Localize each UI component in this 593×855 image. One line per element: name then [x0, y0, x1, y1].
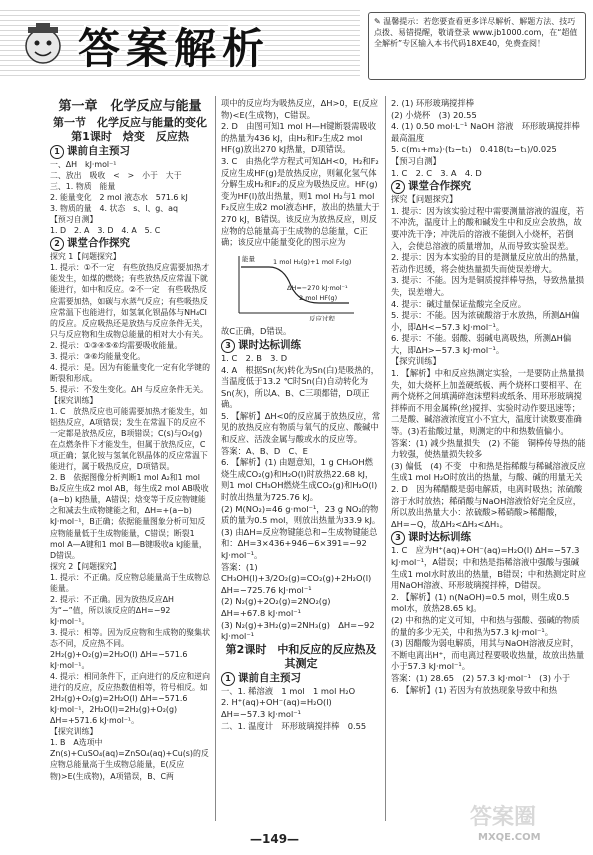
- answer-paragraph: 1. 【解析】中和反应热测定实验，一是要防止热量损失，如大烧杯上加盖硬纸板、两个烧杯口要相平、在两个烧杯之间填满碎泡沫塑料或纸条、用环形玻璃搅拌棒而不用金属棒(丝)搅拌、实验时动作要迅速等；二是酸、碱溶液浓度宜小不宜大，温度计读数要准确等。(3)若盐酸过量，则测定的中和热数值偏小。: [391, 368, 585, 437]
- answer-paragraph: 探究【问题探究】: [391, 194, 458, 205]
- diagram-label: 能量: [242, 254, 255, 263]
- answer-paragraph: 5. 【解析】ΔH<0的反应属于放热反应，常见的放热反应有物质与氧气的反应、酸碱中和反应、活泼金属与酸或水的反应等。: [221, 410, 381, 445]
- subsection-heading: [50, 144, 210, 159]
- answer-paragraph: 1. C 2. C 3. A 4. D: [391, 167, 482, 178]
- mascot-icon: [18, 22, 68, 72]
- answer-paragraph: 【预习自测】: [391, 155, 441, 166]
- answer-paragraph: 1. 提示：不正确。反应物总能量高于生成物总能量。: [50, 572, 210, 593]
- answer-paragraph: 3. 提示：③⑥均能量变化。: [50, 351, 146, 361]
- answer-paragraph: 一、1. 稀溶液 1 mol 1 mol H₂O: [221, 685, 356, 696]
- watermark-url: MXQE.COM: [478, 832, 541, 843]
- answer-paragraph: 5. 提示：不发生变化。ΔH 与反应条件无关。: [50, 384, 209, 394]
- answer-paragraph: (2) 中和热的定义可知，中和热与强酸、强碱的物质的量的多少无关，中和热为57.3 kJ·mol⁻¹。: [391, 614, 580, 637]
- subsection-label: 课堂合作探究: [408, 180, 471, 193]
- answer-paragraph: 一、ΔH kJ·mol⁻¹: [50, 160, 117, 169]
- subsection-label: 课前自主预习: [238, 671, 301, 684]
- answer-paragraph: 【探究训练】: [50, 727, 98, 737]
- answer-paragraph: 故C正确，D错误。: [221, 326, 292, 337]
- subsection-heading: [50, 236, 210, 251]
- answer-paragraph: 3. C 由热化学方程式可知ΔH<0，H₂和F₂反应生成HF(g)是放热反应，则氟化氢气体分解生成H₂和F₂的反应为吸热反应。HF(g)变为HF(l)放出热量，则1 mol H₂与1 mol F₂反应生成2 mol液态HF，放出的热量大于270 kJ，B错误。该反应为放热反应，则反应物的总能量高于生成物的总能量，C正确；该反应中能量变化的图示应为: [221, 155, 380, 248]
- answer-paragraph: (2) N₂(g)+2O₂(g)=2NO₂(g) ΔH=+67.8 kJ·mol⁻¹: [221, 596, 339, 618]
- answer-paragraph: 6. 【解析】(1) 由题意知，1 g CH₃OH燃烧生成CO₂(g)和H₂O(l)时放热22.68 kJ，则1 mol CH₃OH燃烧生成CO₂(g)和H₂O(l)时放出热量为725.76 kJ。: [221, 457, 378, 503]
- answer-paragraph: 答案：A、B、D C、E: [221, 445, 308, 456]
- answer-paragraph: 5. 提示：不能。因为浓硫酸溶于水放热，所测ΔH偏小，即ΔH<−57.3 kJ·mol⁻¹。: [391, 310, 580, 332]
- answer-paragraph: 2. 提示：不正确。因为放热反应ΔH为“−”值，所以该反应的ΔH=−92 kJ·mol⁻¹。: [50, 594, 174, 626]
- answer-paragraph: 项中的反应均为吸热反应，ΔH>0，E(反应物)<E(生成物)，C错误。: [221, 98, 379, 120]
- step-number-icon: 2: [391, 180, 405, 194]
- answer-column-1: [50, 98, 210, 782]
- answer-paragraph: 4. 提示：碱过量保证盐酸完全反应。: [391, 298, 527, 309]
- header-banner: [0, 0, 593, 86]
- answer-paragraph: 6. 【解析】(1) 若因为有放热现象导致中和热: [391, 684, 557, 695]
- answer-paragraph: 1. C 2. B 3. D: [221, 352, 288, 363]
- answer-paragraph: 2. 能量变化 2 mol 液态水 571.6 kJ: [50, 193, 188, 203]
- answer-paragraph: 4. 提示：是。因为有能量变化一定有化学键的断裂和形成。: [50, 362, 210, 383]
- page-number: —149—: [250, 832, 300, 846]
- answer-paragraph: (3) 因醋酸为弱电解质，用其与NaOH溶液反应时，不断电离出H⁺，而电离过程要吸收热量，故放出热量小于57.3 kJ·mol⁻¹。: [391, 638, 585, 672]
- column-divider: [385, 96, 386, 821]
- answer-paragraph: 3. 物质的量 4. 状态 s、l、g、aq: [50, 204, 179, 214]
- diagram-label: 反应过程: [309, 314, 335, 321]
- section-title: 第一节 化学反应与能量的变化: [53, 116, 207, 129]
- step-number-icon: 1: [221, 672, 235, 686]
- answer-paragraph: 2. B 依据图像分析判断1 mol A₂和1 mol B₂反应生成2 mol AB，每生成2 mol AB吸收(a−b) kJ热量，A错误；焓变等于反应物键能之和减去生成物键能之和，ΔH=+(a−b) kJ·mol⁻¹，B正确；依据能量图象分析可知反应物能量低于生成物能量，C错误；断裂1 mol A—A键和1 mol B—B键吸收a kJ能量，D错误。: [50, 473, 209, 560]
- energy-diagram: [229, 251, 359, 321]
- answer-paragraph: (3) 由ΔH=反应物键能总和−生成物键能总和：ΔH=3×436+946−6×391=−92 kJ·mol⁻¹。: [221, 526, 378, 560]
- step-number-icon: 2: [50, 237, 64, 251]
- answer-paragraph: 2. D 因为稀醋酸是弱电解质，电离时吸热；浓硫酸溶于水时放热；稀硝酸与NaOH溶液恰好完全反应，所以放出热量大小：浓硫酸>稀硝酸>稀醋酸，ΔH=−Q，故ΔH₂<ΔH₃<ΔH₁。: [391, 484, 583, 529]
- step-number-icon: 3: [221, 339, 235, 353]
- tip-icon: ✎: [374, 17, 381, 26]
- subsection-label: 课堂合作探究: [67, 237, 130, 250]
- answer-paragraph: 1. 提示：①不一定 有些放热反应需要加热才能发生，如煤的燃烧；有些放热反应常温下就能进行，如中和反应。②不一定 有些吸热反应需要加热，如碳与水蒸气反应；有些吸热反应常温下也能进行，如氢氧化钡晶体与NH₄Cl的反应。反应吸热还是放热与反应条件无关，只与反应物和生成物总能量的相对大小有关。: [50, 263, 210, 339]
- answer-paragraph: 4. 提示：相同条件下，正向进行的反应和逆向进行的反应，反应热数值相等，符号相反。如2H₂(g)+O₂(g)=2H₂O(l) ΔH=−571.6 kJ·mol⁻¹，2H₂O(l)=2H₂(g)+O₂(g) ΔH=+571.6 kJ·mol⁻¹。: [50, 672, 210, 726]
- answer-paragraph: 2. D 由图可知1 mol H—H键断裂需吸收的热量为436 kJ，由H₂和F₂生成2 mol HF(g)放出270 kJ热量，D项错误。: [221, 121, 377, 155]
- subsection-label: 课时达标训练: [408, 531, 471, 544]
- diagram-label: 2 mol HF(g): [299, 293, 338, 302]
- answer-paragraph: 2. 【解析】(1) n(NaOH)=0.5 mol，则生成0.5 mol水，放热28.65 kJ。: [391, 591, 570, 614]
- answer-paragraph: 答案：(1) 28.65 (2) 57.3 kJ·mol⁻¹ (3) 小于: [391, 672, 571, 683]
- answer-paragraph: 1. 提示：因为该实验过程中需要测量溶液的温度，若不冲洗，温度计上的酸和碱发生中和反应会放热，故要冲洗干净；冲洗后的溶液不能倒入小烧杯，若倒入，会使总溶液的质量增加，从而导致实验误差。: [391, 205, 585, 251]
- answer-paragraph: 4. (1) 0.50 mol·L⁻¹ NaOH 溶液 环形玻璃搅拌棒 最高温度: [391, 121, 589, 143]
- subsection-heading: [391, 530, 586, 545]
- banner-title: 答案解析: [78, 24, 271, 73]
- answer-paragraph: 1. C 放热反应也可能需要加热才能发生，如铝热反应，A项错误；发生在常温下的反应不一定都是放热反应，B项错误；C(s)与O₂(g)在点燃条件下才能发生，但属于放热反应，C项正确；氯化铵与氢氧化钡晶体的反应常温下能进行，属于吸热反应，D项错误。: [50, 406, 208, 472]
- answer-paragraph: 二、放出 吸收 < > 小于 大于: [50, 171, 182, 181]
- answer-column-2: [221, 98, 381, 732]
- answer-paragraph: (3) N₂(g)+3H₂(g)=2NH₃(g) ΔH=−92 kJ·mol⁻¹: [221, 619, 375, 642]
- answer-paragraph: 2. 提示：①③④⑤⑥均需要吸收能量。: [50, 340, 183, 350]
- tip-text: 温馨提示：若您要查看更多详尽解析、解题方法、技巧点拨、易错提醒，敬请登录 www.jb1000.com，在“超值全解析”专区输入本书代码18XE40，免费查阅！: [374, 17, 578, 48]
- answer-paragraph: 2. H⁺(aq)+OH⁻(aq)=H₂O(l) ΔH=−57.3 kJ·mol⁻¹: [221, 697, 341, 719]
- answer-paragraph: 【探究训练】: [50, 395, 98, 405]
- answer-paragraph: 1. D 2. A 3. D 4. A 5. C: [50, 226, 161, 236]
- answer-paragraph: (2) M(NO₂)=46 g·mol⁻¹，23 g NO₂的物质的量为0.5 mol，则放出热量为33.9 kJ。: [221, 503, 381, 526]
- answer-paragraph: 1. B A选项中Zn(s)+CuSO₄(aq)=ZnSO₄(aq)+Cu(s)的反应物总能量高于生成物总能量，E(反应物)>E(生成物)，A项错误，B、C两: [50, 738, 209, 781]
- answer-paragraph: (3) 偏低 (4) 不变 中和热是指稀酸与稀碱溶液反应生成1 mol H₂O时放出的热量，与酸、碱的用量无关: [391, 460, 586, 483]
- column-divider: [215, 96, 216, 821]
- diagram-label: 1 mol H₂(g)+1 mol F₂(g): [273, 257, 352, 266]
- tip-box: [368, 12, 586, 80]
- answer-paragraph: 三、1. 物质 能量: [50, 182, 116, 192]
- answer-paragraph: 3. 提示：不能。因为是铜质搅拌棒导热，导致热量损失，误差增大。: [391, 275, 585, 297]
- answer-paragraph: 探究 2【问题探究】: [50, 561, 121, 571]
- step-number-icon: 1: [50, 145, 64, 159]
- answer-paragraph: (2) 小烧杯 (3) 20.55: [391, 109, 477, 120]
- subsection-heading: [221, 338, 381, 353]
- answer-paragraph: 2. (1) 环形玻璃搅拌棒: [391, 98, 475, 108]
- lesson-title: 第2课时 中和反应的反应热及其测定: [225, 642, 377, 670]
- subsection-heading: [391, 179, 586, 194]
- answer-paragraph: 4. A 根据Sn(灰)转化为Sn(白)是吸热的，当温度低于13.2 ℃时Sn(白)自动转化为Sn(灰)，所以A、B、C三项都错，D项正确。: [221, 364, 380, 410]
- answer-paragraph: 5. c(m₁+m₂)·(t₂−t₁) 0.418(t₂−t₁)/0.025: [391, 144, 557, 155]
- answer-paragraph: 6. 提示：不能。弱酸、弱碱电离吸热，所测ΔH偏大，即ΔH>−57.3 kJ·mol⁻¹。: [391, 333, 572, 355]
- answer-column-3: [391, 98, 589, 696]
- diagram-label: ΔH=−270 kJ·mol⁻¹: [287, 283, 348, 292]
- subsection-label: 课前自主预习: [67, 145, 130, 157]
- answer-paragraph: 二、1. 温度计 环形玻璃搅拌棒 0.55: [221, 720, 367, 731]
- answer-paragraph: 3. 提示：相等。因为反应物和生成物的聚集状态不同，反应热不同。2H₂(g)+O₂(g)=2H₂O(l) ΔH=−571.6 kJ·mol⁻¹。: [50, 627, 210, 671]
- answer-paragraph: 答案：(1) CH₃OH(l)+3/2O₂(g)=CO₂(g)+2H₂O(l) ΔH=−725.76 kJ·mol⁻¹: [221, 561, 380, 595]
- watermark-logo: 答案圈: [470, 805, 537, 830]
- answer-paragraph: 答案：(1) 减少热量损失 (2) 不能 铜棒传导热的能力较强，使热量损失较多: [391, 437, 586, 460]
- subsection-label: 课时达标训练: [238, 338, 301, 351]
- chapter-title: 第一章 化学反应与能量: [58, 99, 202, 114]
- answer-paragraph: 2. 提示：因为本实验的目的是测量反应放出的热量，若动作迟缓，将会使热量损失而使误差增大。: [391, 252, 585, 274]
- answer-paragraph: 探究 1【问题探究】: [50, 252, 121, 262]
- answer-paragraph: 1. C 应为H⁺(aq)+OH⁻(aq)=H₂O(l) ΔH=−57.3 kJ·mol⁻¹，A错误；中和热是指稀溶液中强酸与强碱生成1 mol水时放出的热量，B错误；中和热测定时应用NaOH溶液、环形玻璃搅拌棒，D错误。: [391, 545, 587, 591]
- answer-paragraph: 【预习自测】: [50, 215, 98, 225]
- lesson-title: 第1课时 焓变 反应热: [71, 130, 189, 143]
- answer-paragraph: 【探究训练】: [391, 356, 441, 367]
- step-number-icon: 3: [391, 531, 405, 545]
- subsection-heading: [221, 671, 381, 686]
